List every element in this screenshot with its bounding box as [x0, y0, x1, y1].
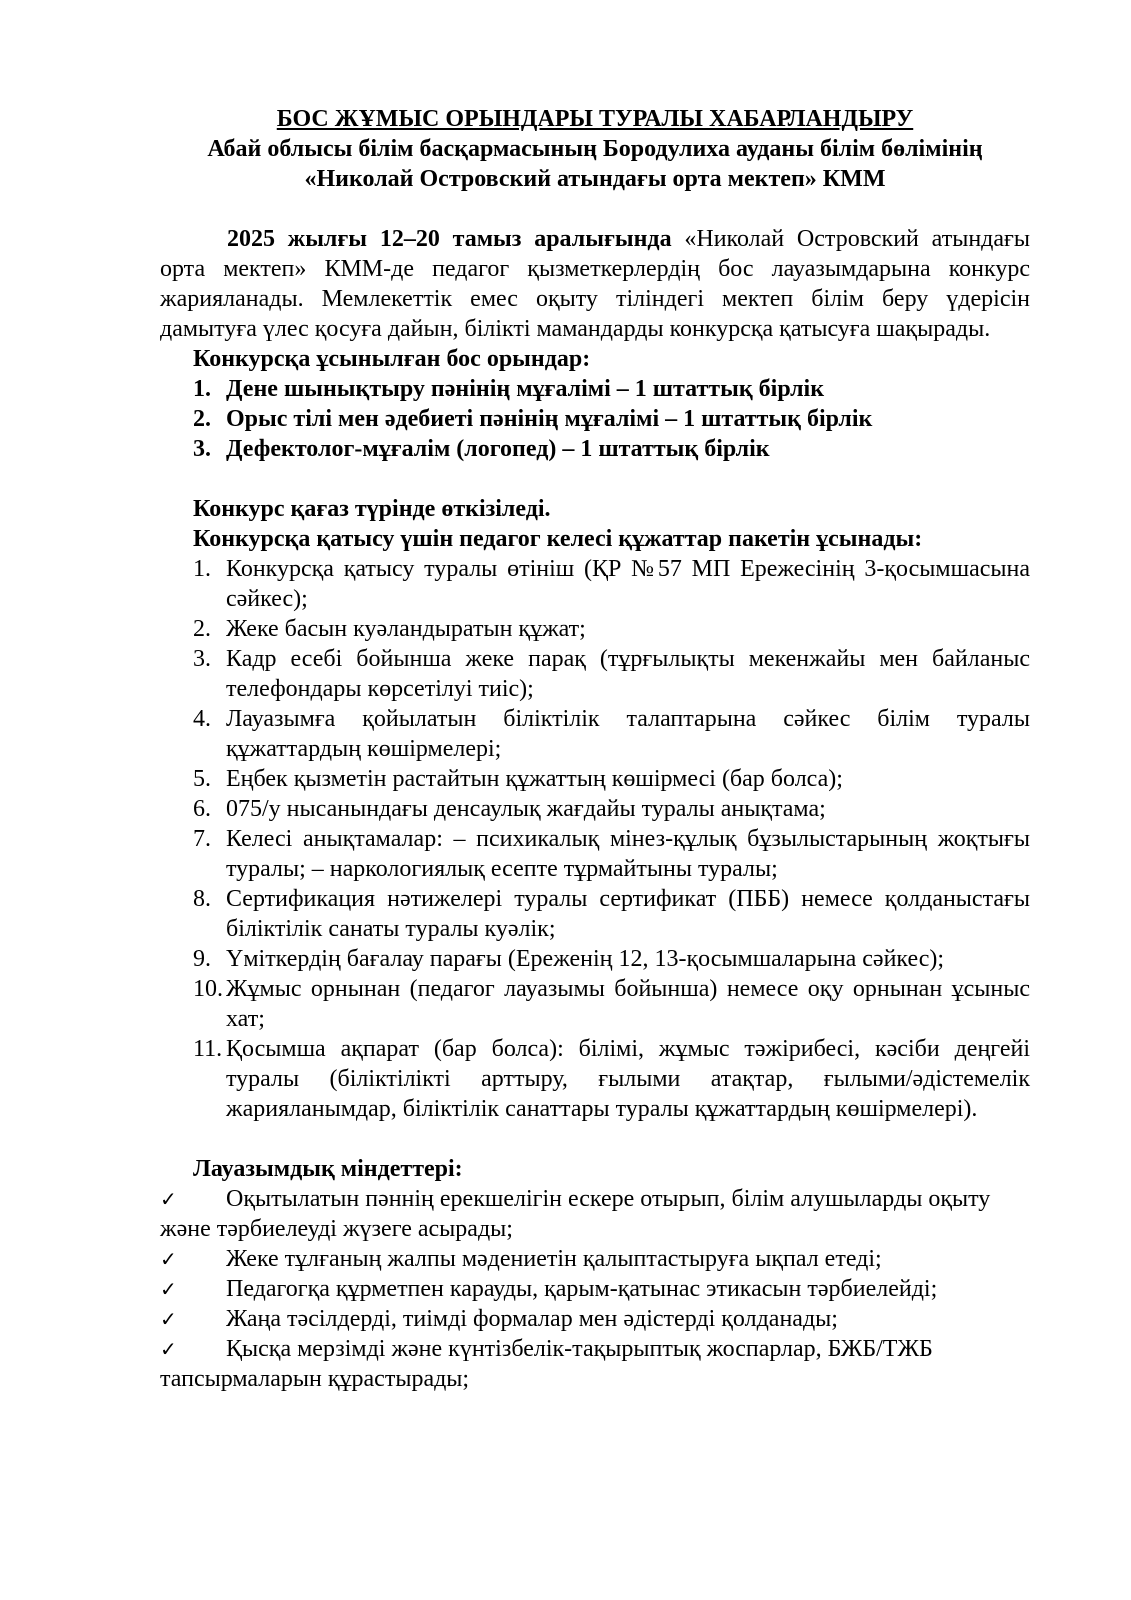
list-number: 2.: [193, 406, 211, 432]
duties-list: [160, 1184, 1030, 1394]
organization-line-1: Абай облысы білім басқармасының Бородулиха ауданы білім бөлімінің: [207, 136, 983, 162]
check-icon: ✓: [160, 1337, 177, 1361]
list-item: [160, 824, 1030, 884]
list-number: 6.: [193, 796, 211, 822]
document-text: Кадр есебі бойынша жеке парақ (тұрғылықты мекенжайы мен байланыс телефондары көрсетілуі тиіс);: [226, 646, 1030, 702]
document-text: Келесі анықтамалар: – психикалық мінез-құлық бұзылыстарының жоқтығы туралы; – наркологиялық есепте тұрмайтыны туралы;: [226, 826, 1030, 882]
format-note: Конкурс қағаз түрінде өткізіледі.: [193, 496, 551, 522]
duties-title: Лауазымдық міндеттері:: [193, 1156, 463, 1182]
list-number: 11.: [193, 1036, 223, 1062]
document-text: Қосымша ақпарат (бар болса): білімі, жұмыс тәжірибесі, кәсіби деңгейі туралы (біліктілікті арттыру, ғылыми атақтар, ғылыми/әдістемелік жарияланымдар, біліктілік санаттары туралы құжаттардың көшірмелері).: [226, 1036, 1030, 1122]
organization-line-2: «Николай Островский атындағы орта мектеп» КММ: [304, 166, 886, 192]
list-item: [160, 944, 1030, 974]
duty-text: Қысқа мерзімді және күнтізбелік-тақырыптық жоспарлар, БЖБ/ТЖБ тапсырмаларын құрастырады;: [160, 1336, 933, 1392]
check-icon: ✓: [160, 1307, 177, 1331]
list-number: 8.: [193, 886, 211, 912]
check-icon: ✓: [160, 1247, 177, 1271]
document-text: Жеке басын куәландыратын құжат;: [226, 616, 586, 642]
vacancy-text: Орыс тілі мен әдебиеті пәнінің мұғалімі – 1 штаттық бірлік: [226, 406, 873, 432]
vacancy-text: Дене шынықтыру пәнінің мұғалімі – 1 штаттық бірлік: [226, 376, 825, 402]
document-text: Еңбек қызметін растайтын құжаттың көшірмесі (бар болса);: [226, 766, 843, 792]
list-number: 3.: [193, 646, 211, 672]
document-text: Лауазымға қойылатын біліктілік талаптарына сәйкес білім туралы құжаттардың көшірмелері;: [226, 706, 1030, 762]
list-item: [160, 794, 1030, 824]
list-number: 3.: [193, 436, 211, 462]
document-text: Конкурсқа қатысу туралы өтініш (ҚР №57 МП Ережесінің 3-қосымшасына сәйкес);: [226, 556, 1030, 612]
list-number: 4.: [193, 706, 211, 732]
document-text: Жұмыс орнынан (педагог лауазымы бойынша) немесе оқу орнынан ұсыныс хат;: [226, 976, 1030, 1032]
document-heading: [160, 104, 1030, 194]
list-item: [160, 374, 1030, 404]
documents-list: [160, 554, 1030, 1124]
list-item: [160, 404, 1030, 434]
list-item: [160, 704, 1030, 764]
document-text: 075/у нысанындағы денсаулық жағдайы туралы анықтама;: [226, 796, 826, 822]
list-item: [160, 644, 1030, 704]
list-item: [160, 614, 1030, 644]
list-number: 9.: [193, 946, 211, 972]
document-text: Үміткердің бағалау парағы (Ереженің 12, 13-қосымшаларына сәйкес);: [226, 946, 945, 972]
check-icon: ✓: [160, 1277, 177, 1301]
list-item: [160, 1244, 1030, 1274]
document-page: [160, 104, 1030, 1394]
document-text: Сертификация нәтижелері туралы сертификат (ПББ) немесе қолданыстағы біліктілік санаты туралы куәлік;: [226, 886, 1030, 942]
list-item: [160, 434, 1030, 464]
duty-text: Оқытылатын пәннің ерекшелігін ескере отырып, білім алушыларды оқыту және тәрбиелеуді жүзеге асырады;: [160, 1186, 991, 1242]
duty-text: Жаңа тәсілдерді, тиімді формалар мен әдістерді қолданады;: [226, 1306, 838, 1332]
list-item: [160, 554, 1030, 614]
duty-text: Педагогқа құрметпен карауды, қарым-қатынас этикасын тәрбиелейді;: [226, 1276, 938, 1302]
list-item: [160, 764, 1030, 794]
list-number: 1.: [193, 556, 211, 582]
vacancy-text: Дефектолог-мұғалім (логопед) – 1 штаттық бірлік: [226, 436, 770, 462]
vacancies-list: [160, 374, 1030, 464]
documents-title: Конкурсқа қатысу үшін педагог келесі құжаттар пакетін ұсынады:: [193, 526, 923, 552]
intro-date-range: 2025 жылғы 12–20 тамыз аралығында: [227, 226, 672, 252]
vacancies-title: Конкурсқа ұсынылған бос орындар:: [193, 346, 591, 372]
intro-paragraph: [160, 224, 1030, 344]
list-number: 5.: [193, 766, 211, 792]
list-item: [160, 1274, 1030, 1304]
list-number: 7.: [193, 826, 211, 852]
check-icon: ✓: [160, 1187, 177, 1211]
list-item: [160, 1334, 1030, 1394]
list-item: [160, 1304, 1030, 1334]
list-item: [160, 974, 1030, 1034]
list-number: 1.: [193, 376, 211, 402]
announcement-title: БОС ЖҰМЫС ОРЫНДАРЫ ТУРАЛЫ ХАБАРЛАНДЫРУ: [276, 106, 914, 132]
intro-text: «Николай Островский атындағы орта мектеп» КММ-де педагог қызметкерлердің бос лауазымдарына конкурс жарияланады. Мемлекеттік емес оқыту тіліндегі мектеп білім беру үдерісін дамытуға үлес қосуға дайын, білікті мамандарды конкурсқа қатысуға шақырады.: [160, 226, 1030, 342]
list-item: [160, 1034, 1030, 1124]
list-item: [160, 1184, 1030, 1244]
list-number: 2.: [193, 616, 211, 642]
list-number: 10.: [193, 976, 223, 1002]
list-item: [160, 884, 1030, 944]
duty-text: Жеке тұлғаның жалпы мәдениетін қалыптастыруға ықпал етеді;: [226, 1246, 882, 1272]
